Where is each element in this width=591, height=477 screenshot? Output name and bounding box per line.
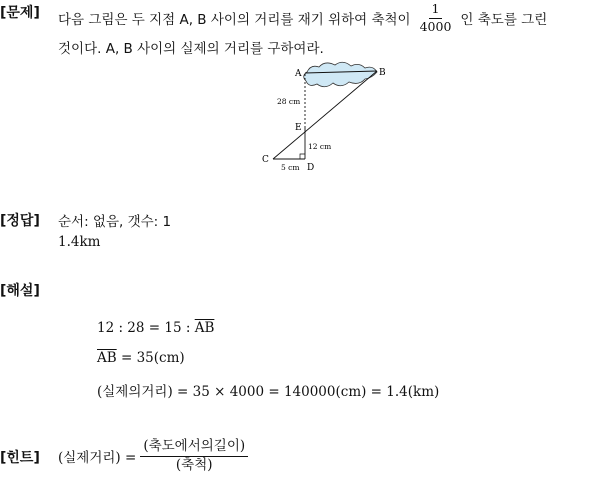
length-ed-label: 12 cm: [308, 142, 332, 151]
hint-numerator: (축도에서의길이): [140, 439, 248, 457]
lake-shape: [304, 62, 377, 87]
hint-formula: [58, 436, 248, 476]
solution-eq-3: (실제의거리) = 35 × 4000 = 140000(cm) = 1.4(km): [97, 384, 440, 400]
hint-left: (실제거리) =: [58, 450, 137, 466]
answer-meta: 순서: 없음, 갯수: 1: [58, 214, 172, 230]
solution-eq-1: [97, 320, 214, 336]
problem-line-1: [58, 1, 547, 35]
answer-label: [정답]: [0, 213, 40, 229]
answer-value: 1.4km: [58, 234, 101, 250]
problem-label: [문제]: [0, 5, 40, 21]
solution-label: [해설]: [0, 283, 40, 299]
scale-numerator: 1: [429, 2, 443, 18]
solution-eq-2-right: = 35(cm): [116, 350, 185, 366]
problem-line-2: 것이다. A, B 사이의 실제의 거리를 구하여라.: [58, 41, 324, 57]
solution-eq-2: [97, 350, 185, 366]
problem-text-end: 인 축도를 그린: [460, 12, 548, 28]
problem-text-start: 다음 그림은 두 지점 A, B 사이의 거리를 재기 위하여 축척이: [58, 12, 411, 28]
point-e-label: E: [295, 123, 302, 133]
point-a-label: A: [295, 69, 302, 79]
solution-eq-1-left: 12 : 28 = 15 :: [97, 320, 195, 336]
segment-ab-symbol-2: $\overline{AB}$: [97, 350, 117, 366]
length-ae-label: 28 cm: [277, 97, 301, 106]
hint-label: [힌트]: [0, 450, 40, 466]
length-cd-label: 5 cm: [281, 163, 300, 172]
triangle-figure: [255, 60, 395, 180]
scale-fraction: [417, 2, 455, 34]
hint-fraction: [140, 439, 248, 473]
point-b-label: B: [379, 68, 386, 78]
segment-ab-symbol: $\overline{AB}$: [194, 320, 215, 336]
point-c-label: C: [262, 155, 269, 165]
right-angle-mark: [300, 154, 305, 159]
scale-denominator: 4000: [419, 18, 452, 34]
point-d-label: D: [307, 163, 315, 173]
hint-denominator: (축척): [175, 456, 213, 473]
